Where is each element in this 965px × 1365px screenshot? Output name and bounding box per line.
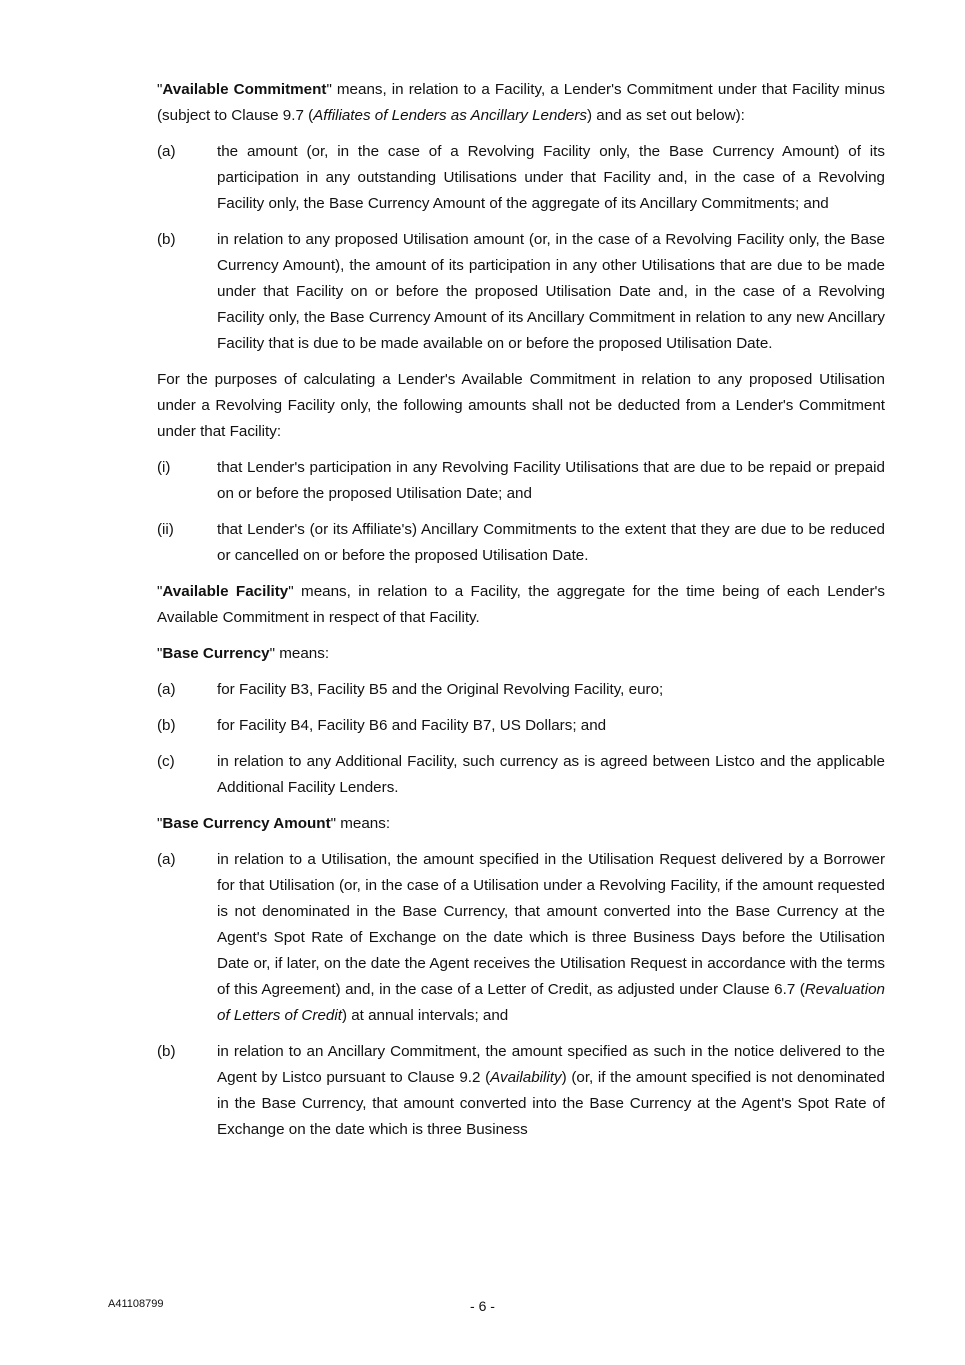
list-item: (ii) that Lender's (or its Affiliate's) Ancillary Commitments to the extent that they are due to be reduced or cancelled on or before the proposed Utilisation Date. [157,521,885,564]
document-id: A41108799 [108,1298,164,1310]
defined-term: Available Commitment [162,81,327,98]
list-item: (i) that Lender's participation in any Revolving Facility Utilisations that are due to be repaid or prepaid on or before the proposed Utilisation Date; and [157,459,885,502]
list-item: (b) in relation to an Ancillary Commitment, the amount specified as such in the notice delivered to the Agent by Listco pursuant to Clause 9.2 (Availability) (or, if the amount specified is not denominated in the Base Currency, that amount converted into the Base Currency at the Agent's Spot Rate of Exchange on the date which is three Business [157,1043,885,1138]
list-item: (b) in relation to any proposed Utilisation amount (or, in the case of a Revolving Facility only, the Base Currency Amount), the amount of its participation in any other Utilisations that are due to be made under that Facility on or before the proposed Utilisation Date and, in the case of a Revolving Facility only, the Base Currency Amount of its Ancillary Commitment in relation to any new Ancillary Facility that is due to be made available on or before the proposed Utilisation Date. [157,231,885,352]
page-number: - 6 - [470,1298,495,1314]
definition-base-currency: "Base Currency" means: [157,645,330,662]
document-body [157,77,885,1153]
list-item: (c) in relation to any Additional Facility, such currency as is agreed between Listco and the applicable Additional Facility Lenders. [157,753,885,796]
definition-available-commitment: "Available Commitment" means, in relation to a Facility, a Lender's Commitment under that Facility minus (subject to Clause 9.7 (Affiliates of Lenders as Ancillary Lenders) and as set out below): [157,81,885,124]
defined-term: Base Currency [162,645,270,662]
list-item: (a) in relation to a Utilisation, the amount specified in the Utilisation Request delivered by a Borrower for that Utilisation (or, in the case of a Utilisation under a Revolving Facility, if the amount requested is not denominated in the Base Currency, that amount converted into the Base Currency at the Agent's Spot Rate of Exchange on the date which is three Business Days before the Utilisation Date or, if later, on the date the Agent receives the Utilisation Request in accordance with the terms of this Agreement) and, in the case of a Letter of Credit, as adjusted under Clause 6.7 (Revaluation of Letters of Credit) at annual intervals; and [157,851,885,1024]
list-item: (b) for Facility B4, Facility B6 and Facility B7, US Dollars; and [157,717,607,734]
defined-term: Base Currency Amount [162,815,331,832]
definition-base-currency-amount: "Base Currency Amount" means: [157,815,391,832]
list-item: (a) for Facility B3, Facility B5 and the Original Revolving Facility, euro; [157,681,664,698]
defined-term: Available Facility [162,583,289,600]
definition-available-facility: "Available Facility" means, in relation to a Facility, the aggregate for the time being of each Lender's Available Commitment in respect of that Facility. [157,583,885,626]
list-item: (a) the amount (or, in the case of a Revolving Facility only, the Base Currency Amount) of its participation in any outstanding Utilisations under that Facility and, in the case of a Revolving Facility only, the Base Currency Amount of the aggregate of its Ancillary Commitments; and [157,143,885,212]
purposes-paragraph: For the purposes of calculating a Lender's Available Commitment in relation to any proposed Utilisation under a Revolving Facility only, the following amounts shall not be deducted from a Lender's Commitment under that Facility: [157,371,885,440]
